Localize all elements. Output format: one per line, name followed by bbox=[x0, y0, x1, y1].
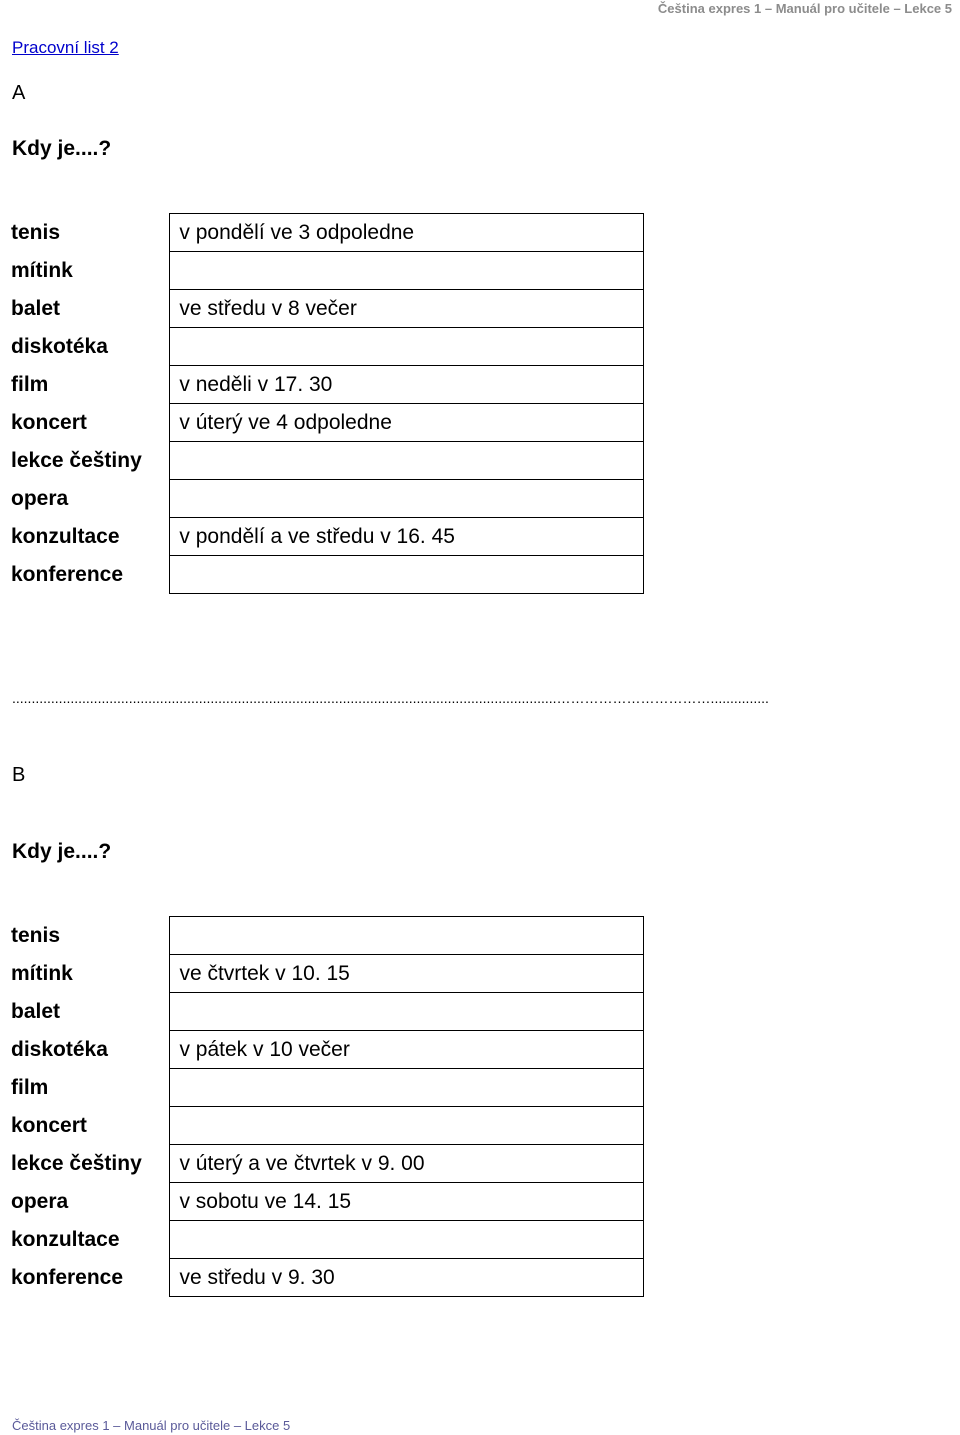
event-cell: tenis bbox=[2, 917, 170, 955]
event-cell: koncert bbox=[2, 404, 170, 442]
time-cell: v neděli v 17. 30 bbox=[170, 366, 644, 404]
event-cell: lekce češtiny bbox=[2, 442, 170, 480]
time-cell: v pondělí a ve středu v 16. 45 bbox=[170, 518, 644, 556]
separator-line: ............................................................................................................................................……………………………............... bbox=[12, 690, 769, 706]
time-cell bbox=[170, 480, 644, 518]
time-cell: ve čtvrtek v 10. 15 bbox=[170, 955, 644, 993]
event-cell: opera bbox=[2, 480, 170, 518]
event-cell: diskotéka bbox=[2, 328, 170, 366]
event-cell: mítink bbox=[2, 955, 170, 993]
table-row bbox=[2, 518, 644, 556]
table-row bbox=[2, 214, 644, 252]
event-cell: lekce češtiny bbox=[2, 1145, 170, 1183]
table-row bbox=[2, 252, 644, 290]
event-cell: mítink bbox=[2, 252, 170, 290]
table-row bbox=[2, 404, 644, 442]
table-row bbox=[2, 1259, 644, 1297]
time-cell: v sobotu ve 14. 15 bbox=[170, 1183, 644, 1221]
page-footer: Čeština expres 1 – Manuál pro učitele – Lekce 5 bbox=[12, 1418, 291, 1433]
page-header: Čeština expres 1 – Manuál pro učitele – Lekce 5 bbox=[657, 1, 952, 16]
time-cell bbox=[170, 442, 644, 480]
table-row bbox=[2, 955, 644, 993]
schedule-table-b bbox=[2, 916, 644, 1297]
event-cell: film bbox=[2, 366, 170, 404]
section-b-question: Kdy je....? bbox=[12, 840, 112, 863]
time-cell bbox=[170, 1107, 644, 1145]
table-row bbox=[2, 290, 644, 328]
table-row bbox=[2, 442, 644, 480]
time-cell: ve středu v 9. 30 bbox=[170, 1259, 644, 1297]
event-cell: konference bbox=[2, 556, 170, 594]
time-cell bbox=[170, 1069, 644, 1107]
event-cell: koncert bbox=[2, 1107, 170, 1145]
time-cell: v úterý a ve čtvrtek v 9. 00 bbox=[170, 1145, 644, 1183]
event-cell: konference bbox=[2, 1259, 170, 1297]
schedule-table-a bbox=[2, 213, 644, 594]
event-cell: opera bbox=[2, 1183, 170, 1221]
section-a-label: A bbox=[12, 82, 26, 104]
section-a-question: Kdy je....? bbox=[12, 137, 112, 160]
event-cell: balet bbox=[2, 290, 170, 328]
time-cell: v pondělí ve 3 odpoledne bbox=[170, 214, 644, 252]
table-row bbox=[2, 1183, 644, 1221]
time-cell bbox=[170, 556, 644, 594]
table-row bbox=[2, 1145, 644, 1183]
table-row bbox=[2, 1069, 644, 1107]
event-cell: film bbox=[2, 1069, 170, 1107]
event-cell: balet bbox=[2, 993, 170, 1031]
time-cell: v úterý ve 4 odpoledne bbox=[170, 404, 644, 442]
table-row bbox=[2, 1221, 644, 1259]
time-cell bbox=[170, 917, 644, 955]
time-cell bbox=[170, 993, 644, 1031]
table-row bbox=[2, 1031, 644, 1069]
time-cell bbox=[170, 328, 644, 366]
event-cell: diskotéka bbox=[2, 1031, 170, 1069]
event-cell: konzultace bbox=[2, 1221, 170, 1259]
event-cell: konzultace bbox=[2, 518, 170, 556]
time-cell bbox=[170, 1221, 644, 1259]
table-row bbox=[2, 917, 644, 955]
time-cell: v pátek v 10 večer bbox=[170, 1031, 644, 1069]
table-row bbox=[2, 1107, 644, 1145]
table-row bbox=[2, 993, 644, 1031]
worksheet-title[interactable]: Pracovní list 2 bbox=[12, 38, 119, 57]
time-cell: ve středu v 8 večer bbox=[170, 290, 644, 328]
event-cell: tenis bbox=[2, 214, 170, 252]
table-row bbox=[2, 480, 644, 518]
table-row bbox=[2, 556, 644, 594]
section-b-label: B bbox=[12, 764, 26, 786]
table-row bbox=[2, 328, 644, 366]
table-row bbox=[2, 366, 644, 404]
time-cell bbox=[170, 252, 644, 290]
